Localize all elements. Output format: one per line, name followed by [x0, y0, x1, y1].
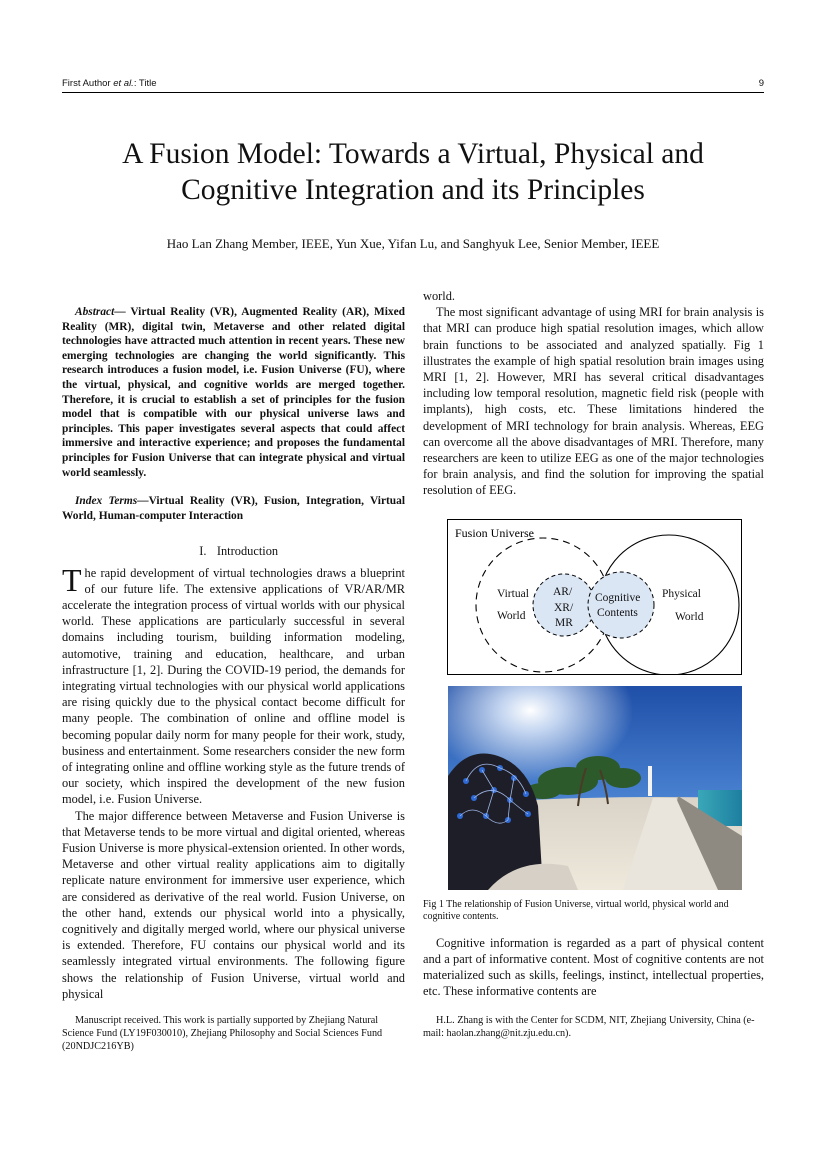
label-contents: Contents — [597, 607, 638, 619]
right-column-top — [423, 288, 764, 499]
right-paragraph-1: The most significant advantage of using MRI for brain analysis is that MRI can produce high spatial resolution images, which allow brain functions to be associated and analyzed spatially. Fig 1 illustrates the example of high spatial resolution brain images using MRI [1, 2]. However, MRI has several critical disadvantages including low temporal resolution, magnetic field risk (people with implants), high costs, etc. These limitations hindered the development of MRI technology for brain analysis. Whereas, EEG can overcome all the above disadvantages of MRI. Therefore, many researchers are keen to utilize EEG as one of the major technologies for brain analysis, and find the solution for improving the spatial resolution of EEG. — [423, 305, 764, 498]
label-world-left: World — [497, 610, 526, 622]
section-number: I. — [199, 544, 207, 559]
cognitive-contents-circle — [588, 572, 654, 638]
label-physical: Physical — [662, 588, 701, 600]
intro-paragraph-1-text: he rapid development of virtual technologies draws a blueprint of our future life. The extensive applications of VR/AR/MR accelerate the integration process of virtual worlds with our physical world. These applications are particularly successful in several domains including tourism, building information modeling, automotive, training and education, healthcare, and urban infrastructure [1, 2]. During the COVID-19 period, the demands for integrating virtual technologies with our physical world applications are rising quickly due to the physical contact become difficult for many people. The combination of online and offline model is becoming popular daily norm for many people for their work, study, business and entertainment. Some researchers consider the new form of integrating online and offline working style as the future trends of our society, which inspired the development of the new fusion model, i.e. Fusion Universe. — [62, 565, 405, 807]
abstract-dash: — — [114, 306, 131, 318]
label-cognitive: Cognitive — [595, 592, 641, 604]
running-head-title: : Title — [133, 78, 157, 89]
right-column-bottom — [423, 899, 764, 1000]
running-head-author: First Author — [62, 78, 114, 89]
running-head-etal: et al. — [113, 78, 134, 89]
figure-caption: Fig 1 The relationship of Fusion Universe, virtual world, physical world and cognitive contents. — [423, 899, 729, 923]
drop-cap: T — [62, 561, 82, 598]
footnote-right: H.L. Zhang is with the Center for SCDM, NIT, Zhejiang University, China (e-mail: haolan.zhang@nit.zju.edu.cn). — [423, 1015, 755, 1039]
label-mr: MR — [555, 617, 573, 629]
title-line-1: A Fusion Model: Towards a Virtual, Physical and — [122, 138, 704, 170]
header-rule — [62, 92, 764, 93]
right-paragraph-2: Cognitive information is regarded as a part of physical content and a part of informative content. Most of cognitive contents are not materialized such as skills, feelings, instinct, intellectual properties, etc. These informative contents are — [423, 935, 764, 999]
label-world-right: World — [675, 611, 704, 623]
eeg-beach-photo — [448, 686, 742, 890]
diagram-box-label: Fusion Universe — [455, 526, 534, 540]
footnote-left: Manuscript received. This work is partially supported by Zhejiang Natural Science Fund (LY19F030010), Zhejiang Philosophy and Social Sciences Fund (20NDJC216YB) — [62, 1015, 383, 1052]
fusion-universe-diagram — [447, 519, 742, 675]
intro-paragraph-1 — [62, 561, 405, 808]
abstract — [62, 305, 405, 480]
paper-title — [62, 136, 764, 208]
label-xr: XR/ — [554, 602, 574, 614]
page-number: 9 — [758, 78, 764, 89]
intro-paragraph-2: The major difference between Metaverse and Fusion Universe is that Metaverse tends to be more virtual and digital oriented, whereas Fusion Universe is more physical-extension oriented. In other words, Metaverse and other virtual reality applications aim to digitally replicate nature environment for immersive user experience, which are considered as derivative of the real world. Fusion Universe, on the other hand, extends our physical world into a physically, cognitively and digitally merged world, where our physical universe is extended. Therefore, FU contains our physical world and its seamlessly integrated virtual environments. The following figure shows the relationship of Fusion Universe, virtual world and physical — [62, 808, 405, 1001]
abstract-text: Virtual Reality (VR), Augmented Reality (AR), Mixed Reality (MR), digital twin, Metaverse and other related digital technologies have attracted much attention in recent years. These new emerging technologies are changing the world significantly. This research introduces a fusion model, i.e. Fusion Universe (FU), where the virtual, physical, and cognitive worlds are merged together. Therefore, it is crucial to establish a set of principles for the fusion model that is compatible with our physical universe laws and principles. This paper investigates several aspects that could affect immersive and interactive experience; and proposes the fundamental principles for Fusion Universe that can integrate physical and virtual world seamlessly. — [62, 306, 405, 479]
abstract-label: Abstract — [75, 306, 115, 318]
left-column — [62, 305, 405, 1002]
label-ar: AR/ — [553, 586, 573, 598]
index-terms-text: —Virtual Reality (VR), Fusion, Integration, Virtual World, Human-computer Interaction — [62, 495, 405, 522]
author-list: Hao Lan Zhang Member, IEEE, Yun Xue, Yifan Lu, and Sanghyuk Lee, Senior Member, IEEE — [166, 236, 660, 251]
right-paragraph-0: world. — [423, 289, 456, 303]
running-head — [62, 78, 764, 89]
index-terms — [62, 494, 405, 523]
index-terms-label: Index Terms — [75, 495, 138, 508]
section-heading — [62, 543, 405, 559]
label-virtual: Virtual — [497, 588, 529, 600]
title-line-2: Cognitive Integration and its Principles — [181, 174, 645, 206]
section-title: Introduction — [216, 544, 279, 559]
